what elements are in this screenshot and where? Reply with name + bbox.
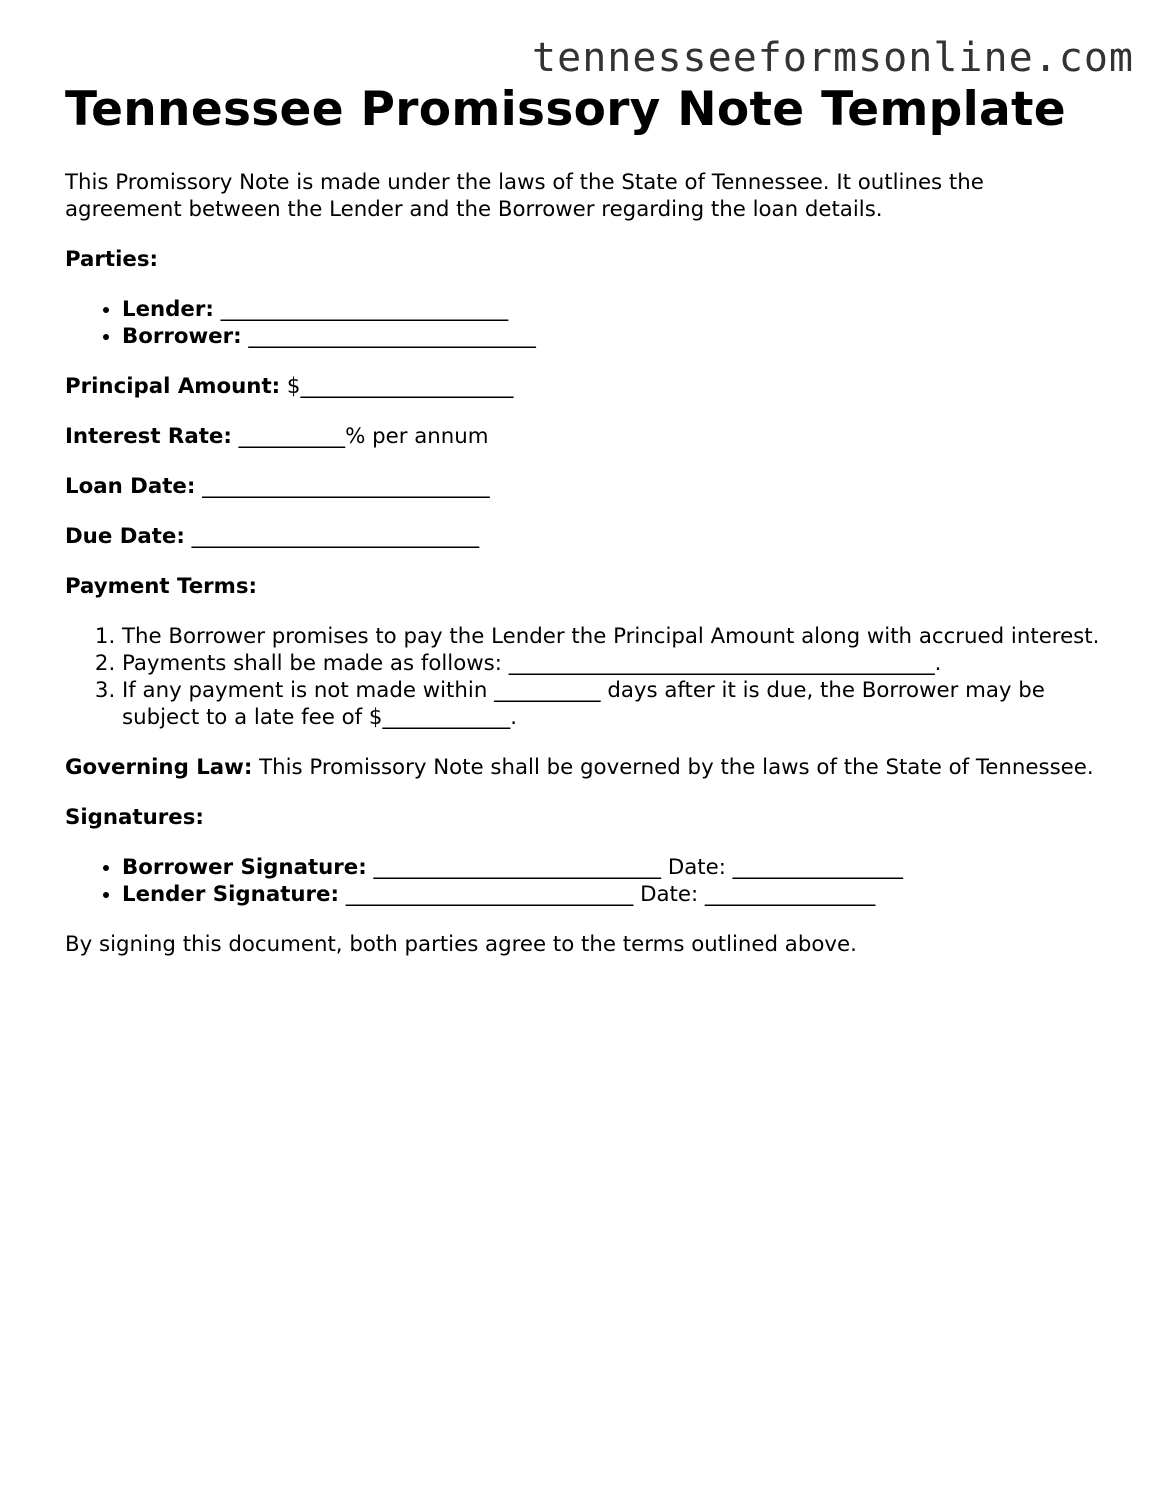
lender-signature-field: ___________________________ Date: ________________ bbox=[339, 882, 876, 907]
borrower-signature-field: ___________________________ Date: ________________ bbox=[366, 855, 904, 880]
parties-heading bbox=[65, 246, 1105, 273]
list-item-lender-signature bbox=[122, 881, 1105, 908]
list-item-lender bbox=[122, 296, 1105, 323]
payment-terms-heading-label: Payment Terms: bbox=[65, 574, 258, 599]
list-item-borrower-signature bbox=[122, 854, 1105, 881]
intro-paragraph: This Promissory Note is made under the laws of the State of Tennessee. It outlines the agreement between the Lender and the Borrower regarding the loan details. bbox=[65, 170, 984, 222]
principal-amount-label: Principal Amount: bbox=[65, 374, 281, 399]
interest-rate-line bbox=[65, 423, 1105, 450]
due-date-line bbox=[65, 523, 1105, 550]
interest-rate-field: __________% per annum bbox=[231, 424, 489, 449]
loan-date-line bbox=[65, 473, 1105, 500]
principal-amount-line bbox=[65, 373, 1105, 400]
payment-terms-heading bbox=[65, 573, 1105, 600]
governing-law-label: Governing Law: bbox=[65, 755, 253, 780]
parties-list bbox=[65, 296, 1105, 350]
interest-rate-label: Interest Rate: bbox=[65, 424, 232, 449]
signatures-list bbox=[65, 854, 1105, 908]
governing-law-paragraph bbox=[65, 754, 1105, 781]
closing-paragraph: By signing this document, both parties agree to the terms outlined above. bbox=[65, 932, 857, 957]
page-title: Tennessee Promissory Note Template bbox=[65, 82, 1066, 137]
parties-heading-label: Parties: bbox=[65, 247, 159, 272]
list-item: 1. The Borrower promises to pay the Lender the Principal Amount along with accrued interest. bbox=[122, 623, 1105, 650]
loan-date-field: ___________________________ bbox=[195, 474, 490, 499]
borrower-field: ___________________________ bbox=[241, 324, 536, 349]
borrower-label: Borrower: bbox=[122, 324, 242, 349]
list-item: 3. If any payment is not made within __________ days after it is due, the Borrower may be subject to a late fee of $____________. bbox=[122, 677, 1105, 731]
lender-signature-label: Lender Signature: bbox=[122, 882, 340, 907]
payment-terms-list bbox=[65, 623, 1105, 731]
due-date-field: ___________________________ bbox=[184, 524, 480, 549]
loan-date-label: Loan Date: bbox=[65, 474, 196, 499]
signatures-heading bbox=[65, 804, 1105, 831]
document-page bbox=[65, 80, 1105, 958]
lender-field: ___________________________ bbox=[213, 297, 509, 322]
signatures-heading-label: Signatures: bbox=[65, 805, 204, 830]
list-item-borrower bbox=[122, 323, 1105, 350]
due-date-label: Due Date: bbox=[65, 524, 185, 549]
principal-amount-field: $____________________ bbox=[280, 374, 514, 399]
governing-law-text: This Promissory Note shall be governed by the laws of the State of Tennessee. bbox=[252, 755, 1094, 780]
borrower-signature-label: Borrower Signature: bbox=[122, 855, 367, 880]
lender-label: Lender: bbox=[122, 297, 214, 322]
list-item: 2. Payments shall be made as follows: ________________________________________. bbox=[122, 650, 1105, 677]
site-watermark: tennesseeformsonline.com bbox=[532, 35, 1134, 81]
